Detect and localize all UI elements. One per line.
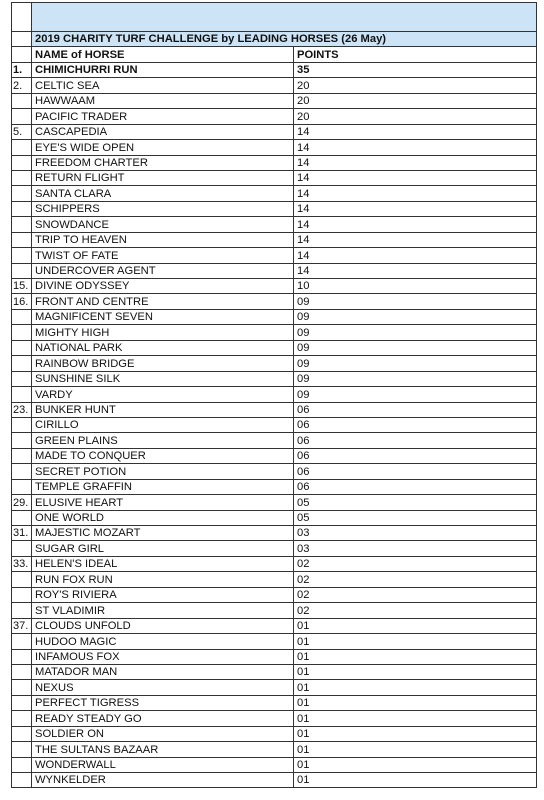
points-cell: 01 bbox=[294, 757, 537, 772]
points-cell: 01 bbox=[294, 618, 537, 633]
rank-cell bbox=[12, 649, 32, 664]
rank-cell bbox=[12, 217, 32, 232]
table-row bbox=[12, 757, 537, 772]
title-row bbox=[12, 32, 537, 47]
horse-name-cell: BUNKER HUNT bbox=[32, 402, 294, 417]
rank-cell: 5. bbox=[12, 124, 32, 139]
horse-name-cell: MADE TO CONQUER bbox=[32, 448, 294, 463]
rank-cell bbox=[12, 309, 32, 324]
horse-name-cell: SECRET POTION bbox=[32, 464, 294, 479]
table-row bbox=[12, 649, 537, 664]
rank-cell bbox=[12, 170, 32, 185]
rank-cell bbox=[12, 757, 32, 772]
horse-name-cell: PERFECT TIGRESS bbox=[32, 695, 294, 710]
horse-name-cell: RAINBOW BRIDGE bbox=[32, 356, 294, 371]
table-row bbox=[12, 711, 537, 726]
rank-cell bbox=[12, 510, 32, 525]
rank-cell bbox=[12, 603, 32, 618]
points-cell: 14 bbox=[294, 155, 537, 170]
table-row bbox=[12, 340, 537, 355]
points-cell: 09 bbox=[294, 325, 537, 340]
points-cell: 14 bbox=[294, 186, 537, 201]
points-cell: 06 bbox=[294, 464, 537, 479]
table-row bbox=[12, 78, 537, 93]
rank-cell bbox=[12, 711, 32, 726]
rank-cell: 2. bbox=[12, 78, 32, 93]
table-row bbox=[12, 201, 537, 216]
horse-name-cell: PACIFIC TRADER bbox=[32, 109, 294, 124]
horse-name-cell: GREEN PLAINS bbox=[32, 433, 294, 448]
table-row bbox=[12, 309, 537, 324]
table-row bbox=[12, 186, 537, 201]
rank-cell bbox=[12, 587, 32, 602]
horse-name-cell: CHIMICHURRI RUN bbox=[32, 62, 294, 77]
rank-cell bbox=[12, 186, 32, 201]
standings-table-body bbox=[12, 3, 537, 788]
horse-name-cell: ST VLADIMIR bbox=[32, 603, 294, 618]
rank-cell: 15. bbox=[12, 279, 32, 294]
rank-cell bbox=[12, 664, 32, 679]
table-row bbox=[12, 356, 537, 371]
horse-name-cell: MAGNIFICENT SEVEN bbox=[32, 309, 294, 324]
horse-name-cell: THE SULTANS BAZAAR bbox=[32, 742, 294, 757]
horse-name-cell: HELEN'S IDEAL bbox=[32, 556, 294, 571]
table-row bbox=[12, 232, 537, 247]
table-row bbox=[12, 387, 537, 402]
points-cell: 14 bbox=[294, 201, 537, 216]
points-cell: 06 bbox=[294, 417, 537, 432]
horse-name-cell: EYE'S WIDE OPEN bbox=[32, 140, 294, 155]
rank-cell bbox=[12, 263, 32, 278]
rank-cell: 1. bbox=[12, 62, 32, 77]
rank-cell bbox=[12, 448, 32, 463]
points-cell: 20 bbox=[294, 93, 537, 108]
rank-cell: 37. bbox=[12, 618, 32, 633]
points-cell: 09 bbox=[294, 340, 537, 355]
table-row bbox=[12, 325, 537, 340]
table-row bbox=[12, 263, 537, 278]
rank-cell bbox=[12, 356, 32, 371]
points-cell: 02 bbox=[294, 603, 537, 618]
horse-name-cell: ROY'S RIVIERA bbox=[32, 587, 294, 602]
table-row bbox=[12, 618, 537, 633]
table-row bbox=[12, 587, 537, 602]
horse-name-cell: MAJESTIC MOZART bbox=[32, 526, 294, 541]
points-cell: 14 bbox=[294, 217, 537, 232]
table-row bbox=[12, 510, 537, 525]
horse-name-cell: RETURN FLIGHT bbox=[32, 170, 294, 185]
horse-name-cell: SNOWDANCE bbox=[32, 217, 294, 232]
table-row bbox=[12, 109, 537, 124]
points-cell: 09 bbox=[294, 371, 537, 386]
rank-cell bbox=[12, 742, 32, 757]
horse-name-cell: SUNSHINE SILK bbox=[32, 371, 294, 386]
table-row bbox=[12, 634, 537, 649]
rank-cell: 23. bbox=[12, 402, 32, 417]
table-row bbox=[12, 526, 537, 541]
rank-cell bbox=[12, 572, 32, 587]
points-cell: 01 bbox=[294, 649, 537, 664]
points-cell: 20 bbox=[294, 109, 537, 124]
points-cell: 35 bbox=[294, 62, 537, 77]
horse-name-cell: WYNKELDER bbox=[32, 773, 294, 788]
points-cell: 01 bbox=[294, 711, 537, 726]
horse-name-cell: WONDERWALL bbox=[32, 757, 294, 772]
points-cell: 06 bbox=[294, 433, 537, 448]
header-name: NAME of HORSE bbox=[32, 47, 294, 62]
rank-cell bbox=[12, 325, 32, 340]
rank-cell bbox=[12, 464, 32, 479]
rank-cell bbox=[12, 371, 32, 386]
points-cell: 14 bbox=[294, 170, 537, 185]
points-cell: 09 bbox=[294, 387, 537, 402]
table-row bbox=[12, 417, 537, 432]
points-cell: 06 bbox=[294, 479, 537, 494]
rank-cell bbox=[12, 140, 32, 155]
points-cell: 01 bbox=[294, 664, 537, 679]
rank-cell bbox=[12, 93, 32, 108]
header-points: POINTS bbox=[294, 47, 537, 62]
rank-cell bbox=[12, 387, 32, 402]
points-cell: 01 bbox=[294, 773, 537, 788]
table-row bbox=[12, 603, 537, 618]
rank-cell bbox=[12, 433, 32, 448]
rank-cell bbox=[12, 680, 32, 695]
table-row bbox=[12, 541, 537, 556]
rank-cell bbox=[12, 232, 32, 247]
rank-cell bbox=[12, 109, 32, 124]
points-cell: 02 bbox=[294, 572, 537, 587]
table-row bbox=[12, 556, 537, 571]
points-cell: 14 bbox=[294, 140, 537, 155]
horse-name-cell: HUDOO MAGIC bbox=[32, 634, 294, 649]
rank-cell bbox=[12, 634, 32, 649]
horse-name-cell: CIRILLO bbox=[32, 417, 294, 432]
horse-name-cell: ONE WORLD bbox=[32, 510, 294, 525]
rank-cell bbox=[12, 695, 32, 710]
horse-name-cell: NEXUS bbox=[32, 680, 294, 695]
horse-name-cell: UNDERCOVER AGENT bbox=[32, 263, 294, 278]
horse-name-cell: SUGAR GIRL bbox=[32, 541, 294, 556]
points-cell: 01 bbox=[294, 726, 537, 741]
table-row bbox=[12, 217, 537, 232]
points-cell: 02 bbox=[294, 556, 537, 571]
points-cell: 09 bbox=[294, 356, 537, 371]
table-row bbox=[12, 155, 537, 170]
horse-name-cell: SOLDIER ON bbox=[32, 726, 294, 741]
table-row bbox=[12, 742, 537, 757]
table-row bbox=[12, 773, 537, 788]
horse-name-cell: INFAMOUS FOX bbox=[32, 649, 294, 664]
table-row bbox=[12, 170, 537, 185]
points-cell: 03 bbox=[294, 541, 537, 556]
table-row bbox=[12, 371, 537, 386]
points-cell: 10 bbox=[294, 279, 537, 294]
table-row bbox=[12, 248, 537, 263]
horse-name-cell: ELUSIVE HEART bbox=[32, 495, 294, 510]
horse-name-cell: READY STEADY GO bbox=[32, 711, 294, 726]
horse-name-cell: MATADOR MAN bbox=[32, 664, 294, 679]
table-row bbox=[12, 294, 537, 309]
points-cell: 02 bbox=[294, 587, 537, 602]
points-cell: 05 bbox=[294, 510, 537, 525]
points-cell: 01 bbox=[294, 634, 537, 649]
rank-cell: 33. bbox=[12, 556, 32, 571]
horse-name-cell: DIVINE ODYSSEY bbox=[32, 279, 294, 294]
points-cell: 20 bbox=[294, 78, 537, 93]
horse-name-cell: FRONT AND CENTRE bbox=[32, 294, 294, 309]
points-cell: 06 bbox=[294, 448, 537, 463]
points-cell: 05 bbox=[294, 495, 537, 510]
horse-name-cell: SANTA CLARA bbox=[32, 186, 294, 201]
horse-name-cell: FREEDOM CHARTER bbox=[32, 155, 294, 170]
points-cell: 01 bbox=[294, 742, 537, 757]
column-header-row bbox=[12, 47, 537, 62]
rank-cell: 16. bbox=[12, 294, 32, 309]
horse-name-cell: HAWWAAM bbox=[32, 93, 294, 108]
table-row bbox=[12, 726, 537, 741]
horse-name-cell: TWIST OF FATE bbox=[32, 248, 294, 263]
horse-name-cell: SCHIPPERS bbox=[32, 201, 294, 216]
table-row bbox=[12, 495, 537, 510]
rank-cell bbox=[12, 773, 32, 788]
blank-banner-cell bbox=[32, 3, 537, 32]
points-cell: 14 bbox=[294, 248, 537, 263]
standings-table bbox=[11, 2, 537, 788]
table-row bbox=[12, 695, 537, 710]
table-row bbox=[12, 124, 537, 139]
points-cell: 14 bbox=[294, 263, 537, 278]
header-rank-cell bbox=[12, 47, 32, 62]
rank-cell: 31. bbox=[12, 526, 32, 541]
horse-name-cell: VARDY bbox=[32, 387, 294, 402]
rank-cell bbox=[12, 201, 32, 216]
points-cell: 01 bbox=[294, 695, 537, 710]
horse-name-cell: CASCAPEDIA bbox=[32, 124, 294, 139]
rank-cell bbox=[12, 726, 32, 741]
table-row bbox=[12, 680, 537, 695]
rank-cell bbox=[12, 155, 32, 170]
points-cell: 14 bbox=[294, 124, 537, 139]
table-title: 2019 CHARITY TURF CHALLENGE by LEADING HORSES (26 May) bbox=[32, 32, 537, 47]
rank-cell bbox=[12, 541, 32, 556]
table-row bbox=[12, 433, 537, 448]
table-row bbox=[12, 664, 537, 679]
horse-name-cell: NATIONAL PARK bbox=[32, 340, 294, 355]
title-rank-cell bbox=[12, 32, 32, 47]
table-row bbox=[12, 572, 537, 587]
standings-sheet bbox=[11, 2, 536, 788]
horse-name-cell: TRIP TO HEAVEN bbox=[32, 232, 294, 247]
horse-name-cell: TEMPLE GRAFFIN bbox=[32, 479, 294, 494]
horse-name-cell: MIGHTY HIGH bbox=[32, 325, 294, 340]
points-cell: 09 bbox=[294, 309, 537, 324]
table-row bbox=[12, 62, 537, 77]
horse-name-cell: RUN FOX RUN bbox=[32, 572, 294, 587]
points-cell: 14 bbox=[294, 232, 537, 247]
points-cell: 06 bbox=[294, 402, 537, 417]
rank-cell bbox=[12, 417, 32, 432]
blank-rank-cell bbox=[12, 3, 32, 32]
rank-cell: 29. bbox=[12, 495, 32, 510]
horse-name-cell: CELTIC SEA bbox=[32, 78, 294, 93]
table-row bbox=[12, 140, 537, 155]
table-row bbox=[12, 479, 537, 494]
blank-header-row bbox=[12, 3, 537, 32]
points-cell: 09 bbox=[294, 294, 537, 309]
table-row bbox=[12, 279, 537, 294]
rank-cell bbox=[12, 248, 32, 263]
table-row bbox=[12, 93, 537, 108]
points-cell: 01 bbox=[294, 680, 537, 695]
horse-name-cell: CLOUDS UNFOLD bbox=[32, 618, 294, 633]
table-row bbox=[12, 464, 537, 479]
table-row bbox=[12, 448, 537, 463]
table-row bbox=[12, 402, 537, 417]
points-cell: 03 bbox=[294, 526, 537, 541]
rank-cell bbox=[12, 479, 32, 494]
rank-cell bbox=[12, 340, 32, 355]
